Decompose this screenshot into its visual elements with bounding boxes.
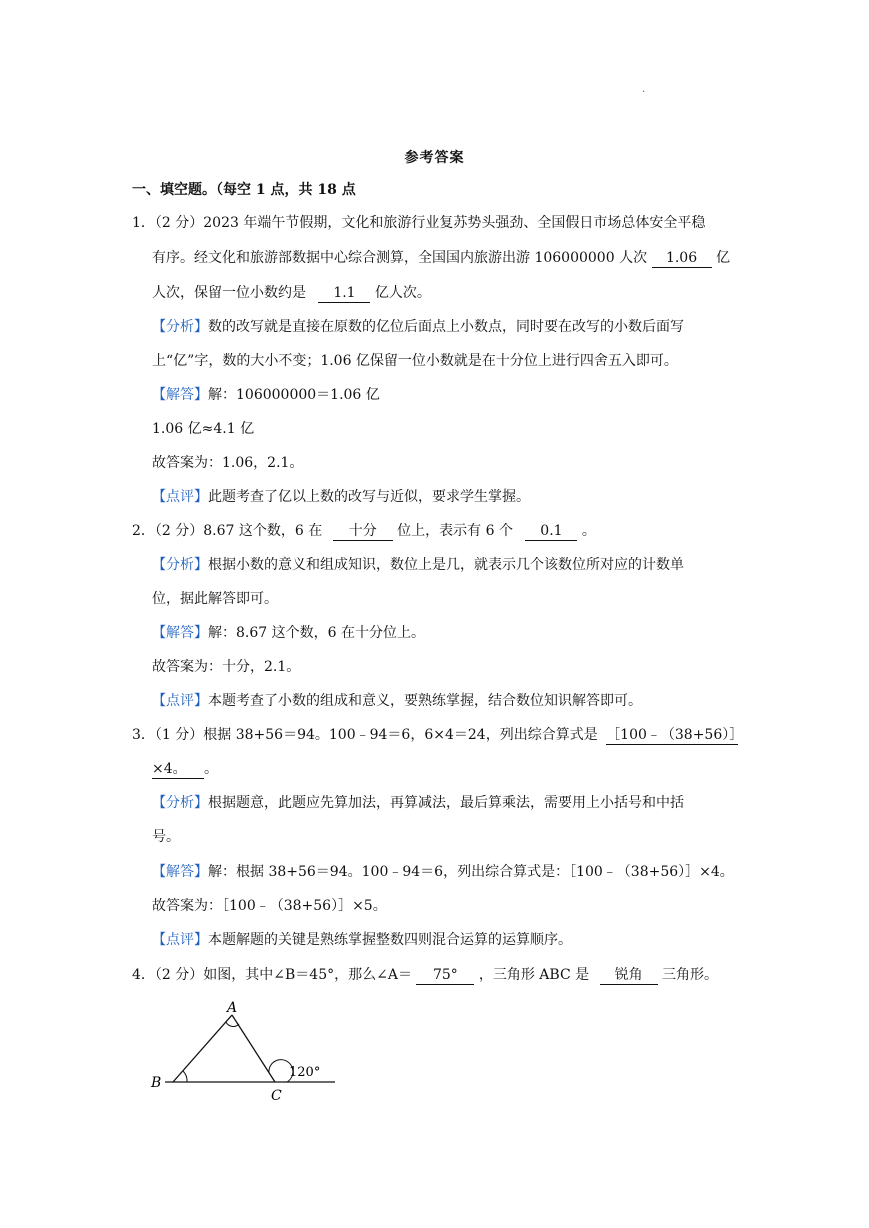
q1-analysis-line1 xyxy=(152,317,684,337)
q2-line1-tail: 。 xyxy=(581,523,596,539)
q1-line3-tail: 亿人次。 xyxy=(374,285,431,301)
q1-analysis-line2: 上“亿”字，数的大小不变；1.06 亿保留一位小数就是在十分位上进行四舍五入即可。 xyxy=(152,353,678,369)
q4-blank2: 锐角 xyxy=(600,967,658,985)
q2-comment-text: 本题考查了小数的组成和意义，要熟练掌握，结合数位知识解答即可。 xyxy=(208,693,642,709)
answer-tag: 【解答】 xyxy=(152,864,208,880)
comment-tag: 【点评】 xyxy=(152,693,208,709)
q1-blank1: 1.06 xyxy=(652,250,712,268)
q1-answer-line2: 1.06 亿≈4.1 亿 xyxy=(152,421,255,437)
answer-tag: 【解答】 xyxy=(152,387,208,403)
comment-tag: 【点评】 xyxy=(152,932,208,948)
header-dot: . xyxy=(642,84,646,95)
q1-analysis-text: 数的改写就是直接在原数的亿位后面点上小数点，同时要在改写的小数后面写 xyxy=(208,319,684,335)
q2-answer-line1 xyxy=(152,623,425,643)
q1-line2 xyxy=(152,248,730,268)
q1-answer-line3: 故答案为：1.06，2.1。 xyxy=(152,455,304,471)
q4-line1-mid: ，三角形 ABC 是 xyxy=(478,967,590,983)
comment-tag: 【点评】 xyxy=(152,489,208,505)
triangle-figure xyxy=(145,995,345,1105)
label-b: B xyxy=(151,1075,162,1091)
q3-blank1: ［100﹣（38+56）］ xyxy=(606,727,744,743)
q1-answer-line1 xyxy=(152,385,380,405)
q2-blank1: 十分 xyxy=(333,523,393,541)
q2-analysis-text: 根据小数的意义和组成知识，数位上是几，就表示几个该数位所对应的计数单 xyxy=(208,557,684,573)
q2-analysis-line1 xyxy=(152,555,684,575)
q2-analysis-line2: 位，据此解答即可。 xyxy=(152,591,278,607)
q2-answer-text: 解：8.67 这个数，6 在十分位上。 xyxy=(208,625,425,641)
label-a: A xyxy=(227,1000,238,1016)
q4-line1 xyxy=(132,965,718,985)
section-heading: 一、填空题。（每空 1 点，共 18 点 xyxy=(132,182,356,198)
q3-analysis-text: 根据题意，此题应先算加法，再算减法，最后算乘法，需要用上小括号和中括 xyxy=(208,795,684,811)
q2-blank2: 0.1 xyxy=(525,523,577,541)
q2-line1-mid: 位上，表示有 6 个 xyxy=(397,523,513,539)
q1-line2-tail: 亿 xyxy=(715,250,730,266)
q3-line1 xyxy=(132,725,744,745)
q4-line1-text: 4．（2 分）如图，其中∠B＝45°，那么∠A＝ xyxy=(132,967,412,983)
side-ba xyxy=(173,1015,232,1082)
q1-comment-text: 此题考查了亿以上数的改写与近似，要求学生掌握。 xyxy=(208,489,530,505)
analysis-tag: 【分析】 xyxy=(152,319,208,335)
q2-answer-line2: 故答案为：十分，2.1。 xyxy=(152,659,301,675)
analysis-tag: 【分析】 xyxy=(152,557,208,573)
q3-answer-line1 xyxy=(152,862,734,882)
angle-label: 120° xyxy=(289,1065,321,1080)
q1-blank2: 1.1 xyxy=(318,285,370,303)
q2-line1 xyxy=(132,521,596,541)
q1-line1: 1．（2 分）2023 年端午节假期，文化和旅游行业复苏势头强劲、全国假日市场总体安全平稳 xyxy=(132,215,706,231)
q3-comment xyxy=(152,930,572,950)
q3-analysis-line1 xyxy=(152,793,684,813)
page-title: 参考答案 xyxy=(404,150,465,166)
q3-comment-text: 本题解题的关键是熟练掌握整数四则混合运算的运算顺序。 xyxy=(208,932,572,948)
q1-line3-text: 人次，保留一位小数约是 xyxy=(152,285,306,301)
q2-line1-text: 2．（2 分）8.67 这个数，6 在 xyxy=(132,523,323,539)
q3-answer-text: 解：根据 38+56＝94。100﹣94＝6，列出综合算式是：［100﹣（38+56）］×4。 xyxy=(208,864,734,880)
q3-line1-text: 3．（1 分）根据 38+56＝94。100﹣94＝6，6×4＝24，列出综合算式是 xyxy=(132,727,598,743)
q3-line2 xyxy=(152,759,218,779)
q3-answer-line2: 故答案为：［100﹣（38+56）］×5。 xyxy=(152,898,387,914)
angle-b-arc xyxy=(183,1071,187,1082)
q3-blank1-continued: ×4。 xyxy=(152,761,204,779)
q3-line2-tail: 。 xyxy=(204,761,218,777)
analysis-tag: 【分析】 xyxy=(152,795,208,811)
q2-comment xyxy=(152,691,642,711)
q3-analysis-line2: 号。 xyxy=(152,829,180,845)
q1-line2-text: 有序。经文化和旅游部数据中心综合测算，全国国内旅游出游 106000000 人次 xyxy=(152,250,648,266)
q1-comment xyxy=(152,487,530,507)
label-c: C xyxy=(271,1088,282,1104)
answer-tag: 【解答】 xyxy=(152,625,208,641)
q4-line1-tail: 三角形。 xyxy=(662,967,719,983)
q1-line3 xyxy=(152,283,431,303)
q4-blank1: 75° xyxy=(416,967,474,985)
q1-answer-text: 解：106000000＝1.06 亿 xyxy=(208,387,380,403)
